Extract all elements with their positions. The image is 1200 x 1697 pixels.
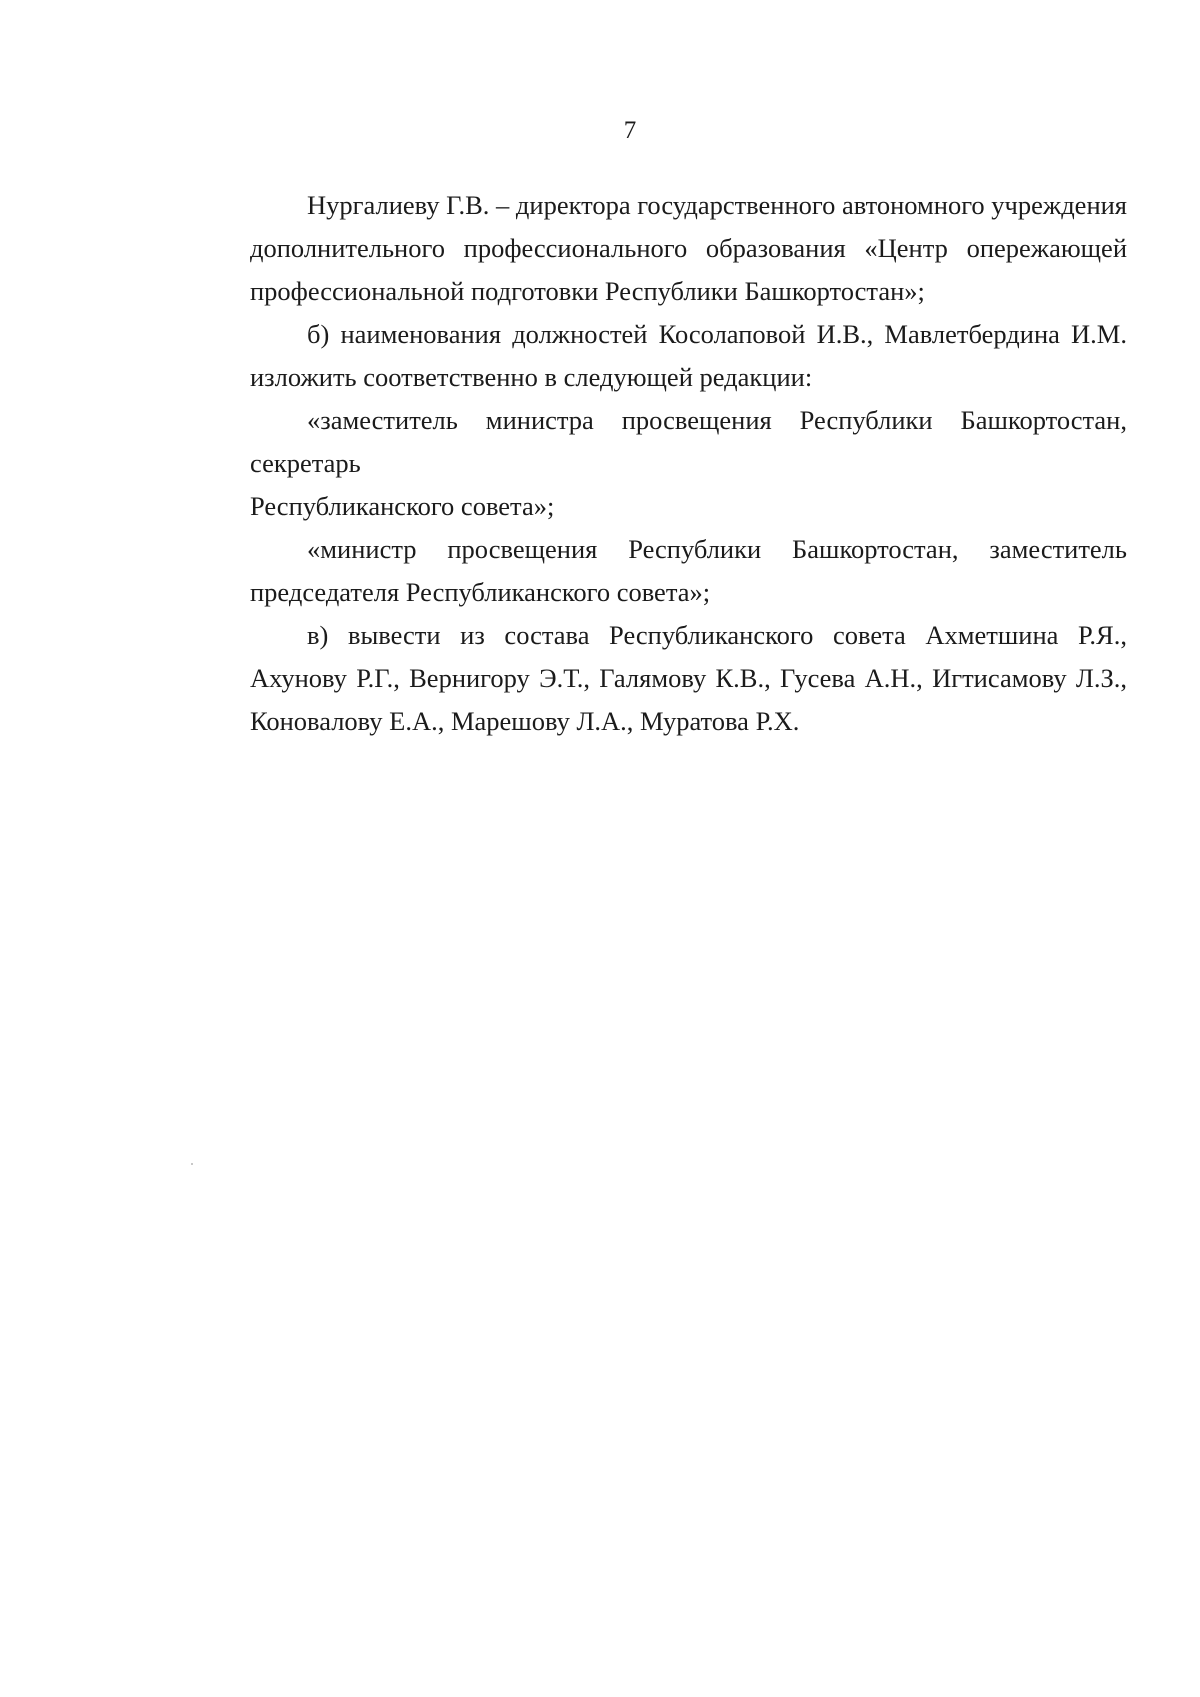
page-number: 7 xyxy=(623,117,637,144)
text-line: в) вывести из состава Республиканского совета Ахметшина Р.Я., xyxy=(307,620,1127,650)
text-line: председателя Республиканского совета»; xyxy=(250,577,711,607)
text-line: Коновалову Е.А., Марешову Л.А., Муратова Р.Х. xyxy=(250,706,800,736)
text-line: изложить соответственно в следующей редакции: xyxy=(250,362,813,392)
paragraph-b-position-names xyxy=(193,313,1127,399)
document-body xyxy=(193,184,1127,743)
paragraph-deputy-minister xyxy=(193,399,1127,528)
text-line: «заместитель министра просвещения Республики Башкортостан, секретарь xyxy=(250,405,1127,478)
text-line: Нургалиеву Г.В. – директора государственного автономного учреждения xyxy=(307,190,1127,220)
text-line: Ахунову Р.Г., Вернигору Э.Т., Галямову К.В., Гусева А.Н., Игтисамову Л.З., xyxy=(250,663,1127,693)
paragraph-v-remove-members xyxy=(193,614,1127,743)
scan-dot xyxy=(191,1163,193,1165)
text-line: «министр просвещения Республики Башкортостан, заместитель xyxy=(307,534,1127,564)
text-line: профессиональной подготовки Республики Башкортостан»; xyxy=(250,276,925,306)
text-line: дополнительного профессионального образования «Центр опережающей xyxy=(250,233,1127,263)
text-line: б) наименования должностей Косолаповой И.В., Мавлетбердина И.М. xyxy=(307,319,1127,349)
paragraph-nurgalieva xyxy=(193,184,1127,313)
text-line: Республиканского совета»; xyxy=(250,491,555,521)
paragraph-minister xyxy=(193,528,1127,614)
